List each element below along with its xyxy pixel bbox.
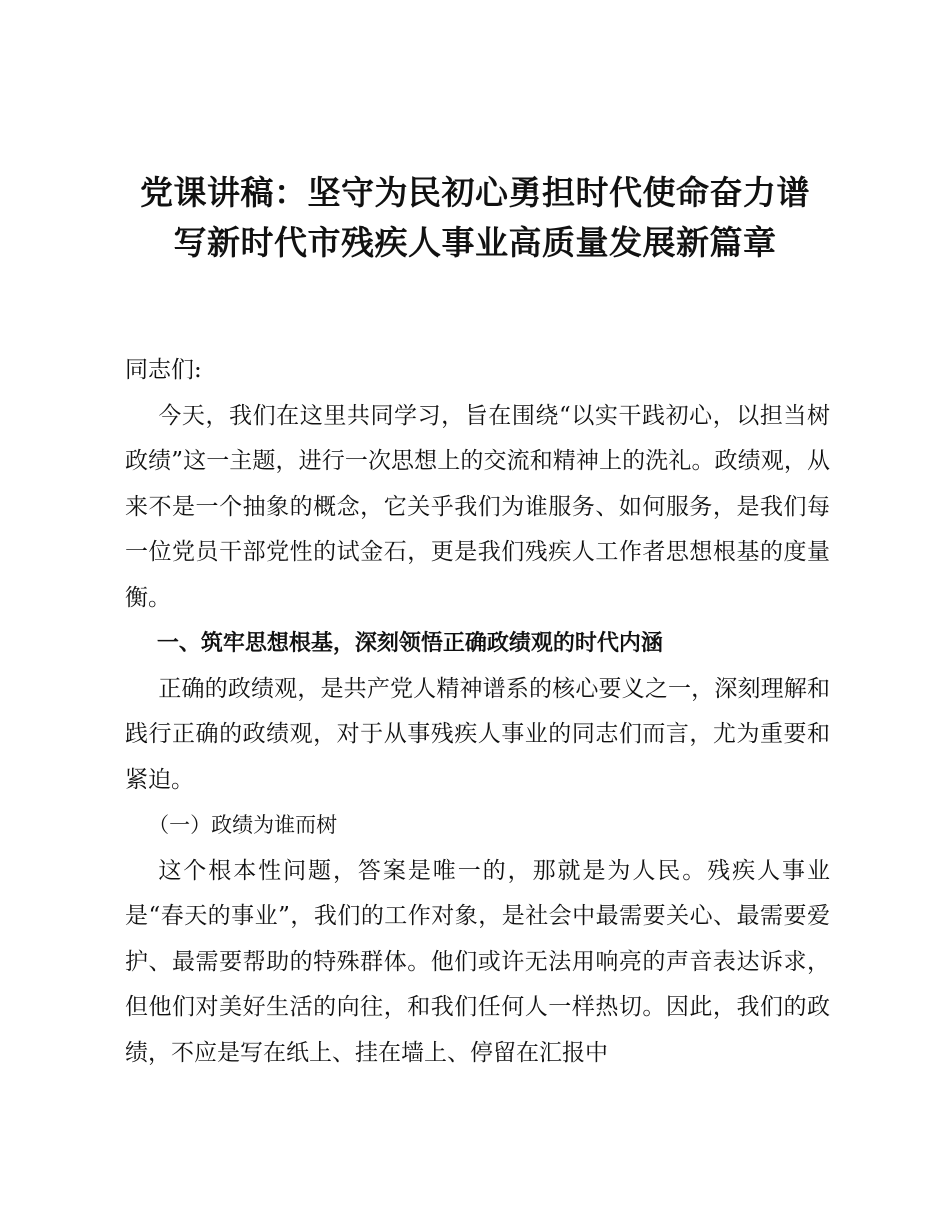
paragraph-intro: 今天，我们在这里共同学习，旨在围绕“以实干践初心，以担当树政绩”这一主题，进行一次思想上的交流和精神上的洗礼。政绩观，从来不是一个抽象的概念，它关乎我们为谁服务、如何服务，是我们每一位党员干部党性的试金石，更是我们残疾人工作者思想根基的度量衡。 xyxy=(125,402,830,611)
document-title xyxy=(120,168,830,268)
salutation: 同志们: xyxy=(125,357,202,383)
subsection-heading-1: （一）政绩为谁而树 xyxy=(148,813,338,837)
paragraph-subsection-1: 这个根本性问题，答案是唯一的，那就是为人民。残疾人事业是“春天的事业”，我们的工作对象，是社会中最需要关心、最需要爱护、最需要帮助的特殊群体。他们或许无法用响亮的声音表达诉求，但他们对美好生活的向往，和我们任何人一样热切。因此，我们的政绩，不应是写在纸上、挂在墙上、停留在汇报中 xyxy=(125,857,830,1066)
paragraph-section-1: 正确的政绩观，是共产党人精神谱系的核心要义之一，深刻理解和践行正确的政绩观，对于从事残疾人事业的同志们而言，尤为重要和紧迫。 xyxy=(125,675,830,793)
document-body xyxy=(125,348,830,1076)
title-line-1: 党课讲稿：坚守为民初心勇担时代使命奋力谱 xyxy=(140,173,810,212)
section-heading-1: 一、筑牢思想根基，深刻领悟正确政绩观的时代内涵 xyxy=(156,631,663,656)
title-line-2: 写新时代市残疾人事业高质量发展新篇章 xyxy=(173,223,777,262)
